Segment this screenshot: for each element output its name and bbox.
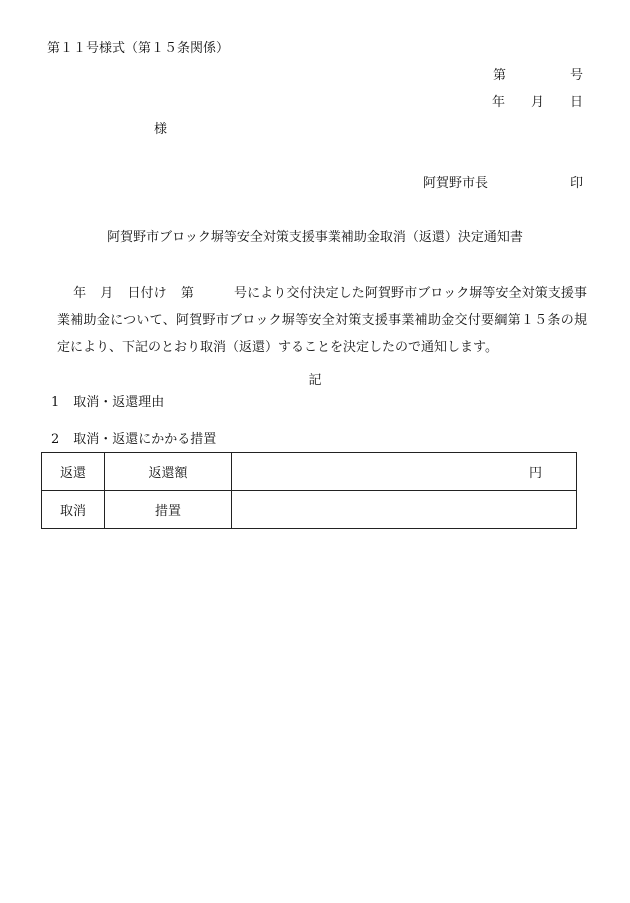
body-text: 号により交付決定した阿賀野市ブロック塀等安全対策支援事業補助金について、阿賀野市ブロック塀等安全対策支援事業補助金交付要綱第１５条の規定により、下記のとおり取消（返還）することを決定したので通知します。 [57, 286, 587, 355]
item-number: 2 [51, 432, 60, 447]
number-prefix: 第 [492, 68, 506, 83]
refund-amount-cell: 円 [232, 453, 577, 491]
date-day: 日 [569, 95, 583, 110]
item-label: 取消・返還にかかる措置 [73, 432, 217, 447]
measure-cell [232, 491, 577, 529]
document-title: 阿賀野市ブロック塀等安全対策支援事業補助金取消（返還）決定通知書 [107, 230, 523, 245]
date-year: 年 [491, 95, 505, 110]
body-paragraph [57, 280, 587, 361]
issuer-line [423, 177, 583, 190]
table-row [42, 453, 577, 491]
body-year: 年 [73, 286, 87, 301]
number-suffix: 号 [569, 68, 583, 83]
date-line [492, 96, 583, 109]
addressee-line [154, 123, 167, 136]
item-reason [51, 396, 164, 409]
row-field: 返還額 [105, 453, 232, 491]
body-month: 月 [100, 286, 114, 301]
form-number: 第１１号様式（第１５条関係） [47, 41, 230, 56]
date-month: 月 [530, 95, 544, 110]
row-field: 措置 [105, 491, 232, 529]
body-dai: 第 [180, 286, 194, 301]
row-category: 返還 [42, 453, 105, 491]
measures-table [41, 452, 577, 529]
table-row [42, 491, 577, 529]
item-label: 取消・返還理由 [73, 395, 165, 410]
row-category: 取消 [42, 491, 105, 529]
item-measures [51, 433, 216, 446]
ki-heading: 記 [308, 373, 322, 388]
document-number-line [493, 69, 583, 82]
seal-mark: 印 [569, 176, 583, 191]
item-number: 1 [51, 395, 60, 410]
issuer-name: 阿賀野市長 [422, 176, 488, 191]
body-day-dated: 日付け [127, 286, 167, 301]
addressee-suffix: 様 [154, 122, 168, 137]
